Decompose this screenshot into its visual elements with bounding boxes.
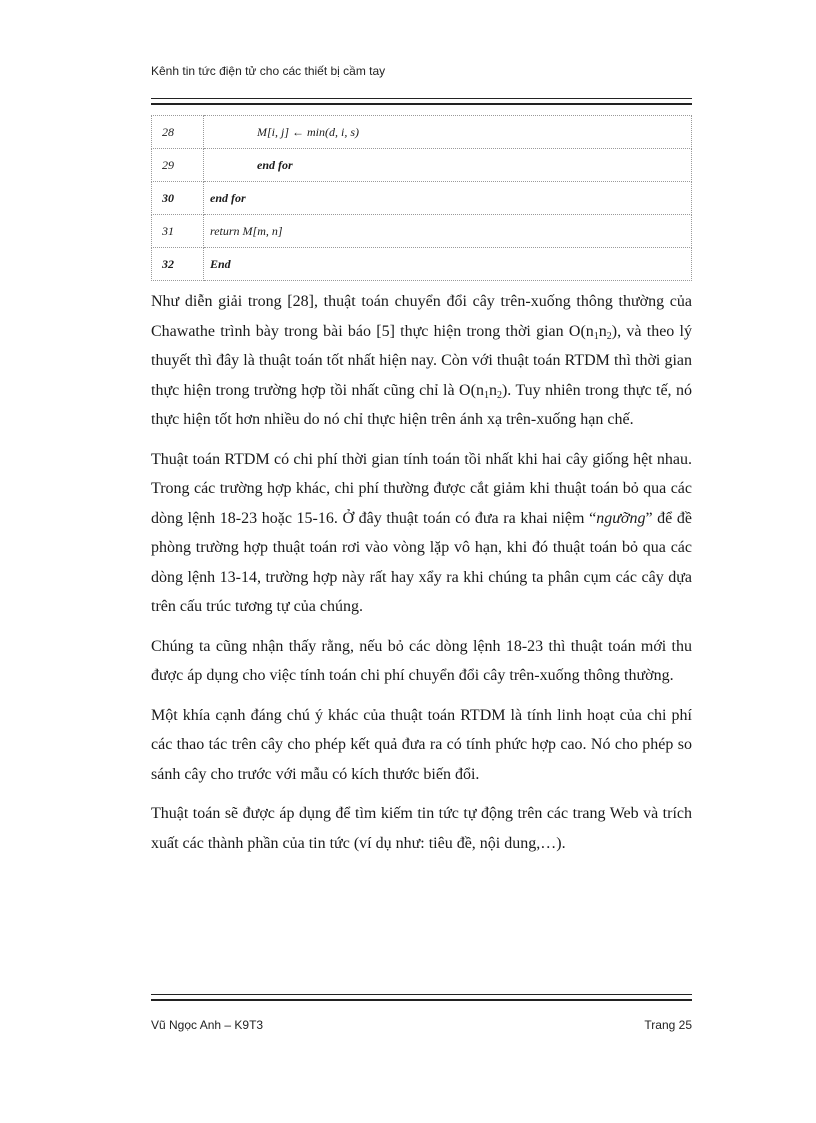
body-text xyxy=(151,287,692,868)
paragraph-3: Chúng ta cũng nhận thấy rằng, nếu bỏ các dòng lệnh 18-23 thì thuật toán mới thu được áp dụng cho việc tính toán chi phí chuyển đổi cây trên-xuống thông thường. xyxy=(151,637,692,684)
code-line: end for xyxy=(204,149,692,182)
code-line: M[i, j] ← min(d, i, s) xyxy=(204,116,692,149)
paragraph-4: Một khía cạnh đáng chú ý khác của thuật toán RTDM là tính linh hoạt của chi phí các thao tác trên cây cho phép kết quả đưa ra có tính phức hợp cao. Nó cho phép so sánh cây cho trước với mẫu có kích thước biến đổi. xyxy=(151,706,692,783)
code-line: End xyxy=(204,248,692,281)
line-number: 29 xyxy=(152,149,204,182)
code-line: return M[m, n] xyxy=(204,215,692,248)
footer-page-number: Trang 25 xyxy=(644,1018,692,1032)
code-row xyxy=(152,116,692,149)
code-row xyxy=(152,248,692,281)
paragraph-1: Như diễn giải trong [28], thuật toán chuyển đổi cây trên-xuống thông thường của Chawathe trình bày trong bài báo [5] thực hiện trong thời gian $O(n_1n_2)$, và theo lý thuyết thì đây là thuật toán tốt nhất hiện nay. Còn với thuật toán RTDM thì thời gian thực hiện trong trường hợp tồi nhất cũng chỉ là $O(n_1n_2)$. Tuy nhiên trong thực tế, nó thực hiện tốt hơn nhiều do nó chỉ thực hiện trên ánh xạ trên-xuống hạn chế. xyxy=(151,293,693,428)
code-row xyxy=(152,215,692,248)
footer-rule-thin xyxy=(151,994,692,995)
paragraph-2: Thuật toán RTDM có chi phí thời gian tính toán tồi nhất khi hai cây giống hệt nhau. Trong các trường hợp khác, chi phí thường được cắt giảm khi thuật toán bỏ qua các dòng lệnh 18-23 hoặc 15-16. Ở đây thuật toán có đưa ra khai niệm “ngưỡng” để đề phòng trường hợp thuật toán rơi vào vòng lặp vô hạn, khi đó thuật toán bỏ qua các dòng lệnh 13-14, trường hợp này rất hay xẩy ra khi chúng ta phân cụm các cây dựa trên cấu trúc tương tự của chúng. xyxy=(151,450,692,615)
algorithm-table xyxy=(151,115,692,281)
footer-rule-thick xyxy=(151,999,692,1001)
paragraph-5: Thuật toán sẽ được áp dụng để tìm kiếm tin tức tự động trên các trang Web và trích xuất các thành phần của tin tức (ví dụ như: tiêu đề, nội dung,…). xyxy=(151,805,692,852)
header-rule-thick xyxy=(151,103,692,105)
line-number: 28 xyxy=(152,116,204,149)
footer-author: Vũ Ngọc Anh – K9T3 xyxy=(151,1018,264,1032)
header-rule-thin xyxy=(151,98,692,99)
line-number: 32 xyxy=(152,248,204,281)
code-row xyxy=(152,182,692,215)
line-number: 30 xyxy=(152,182,204,215)
code-line: end for xyxy=(204,182,692,215)
header-title: Kênh tin tức điện tử cho các thiết bị cầm tay xyxy=(151,64,386,78)
line-number: 31 xyxy=(152,215,204,248)
code-row xyxy=(152,149,692,182)
